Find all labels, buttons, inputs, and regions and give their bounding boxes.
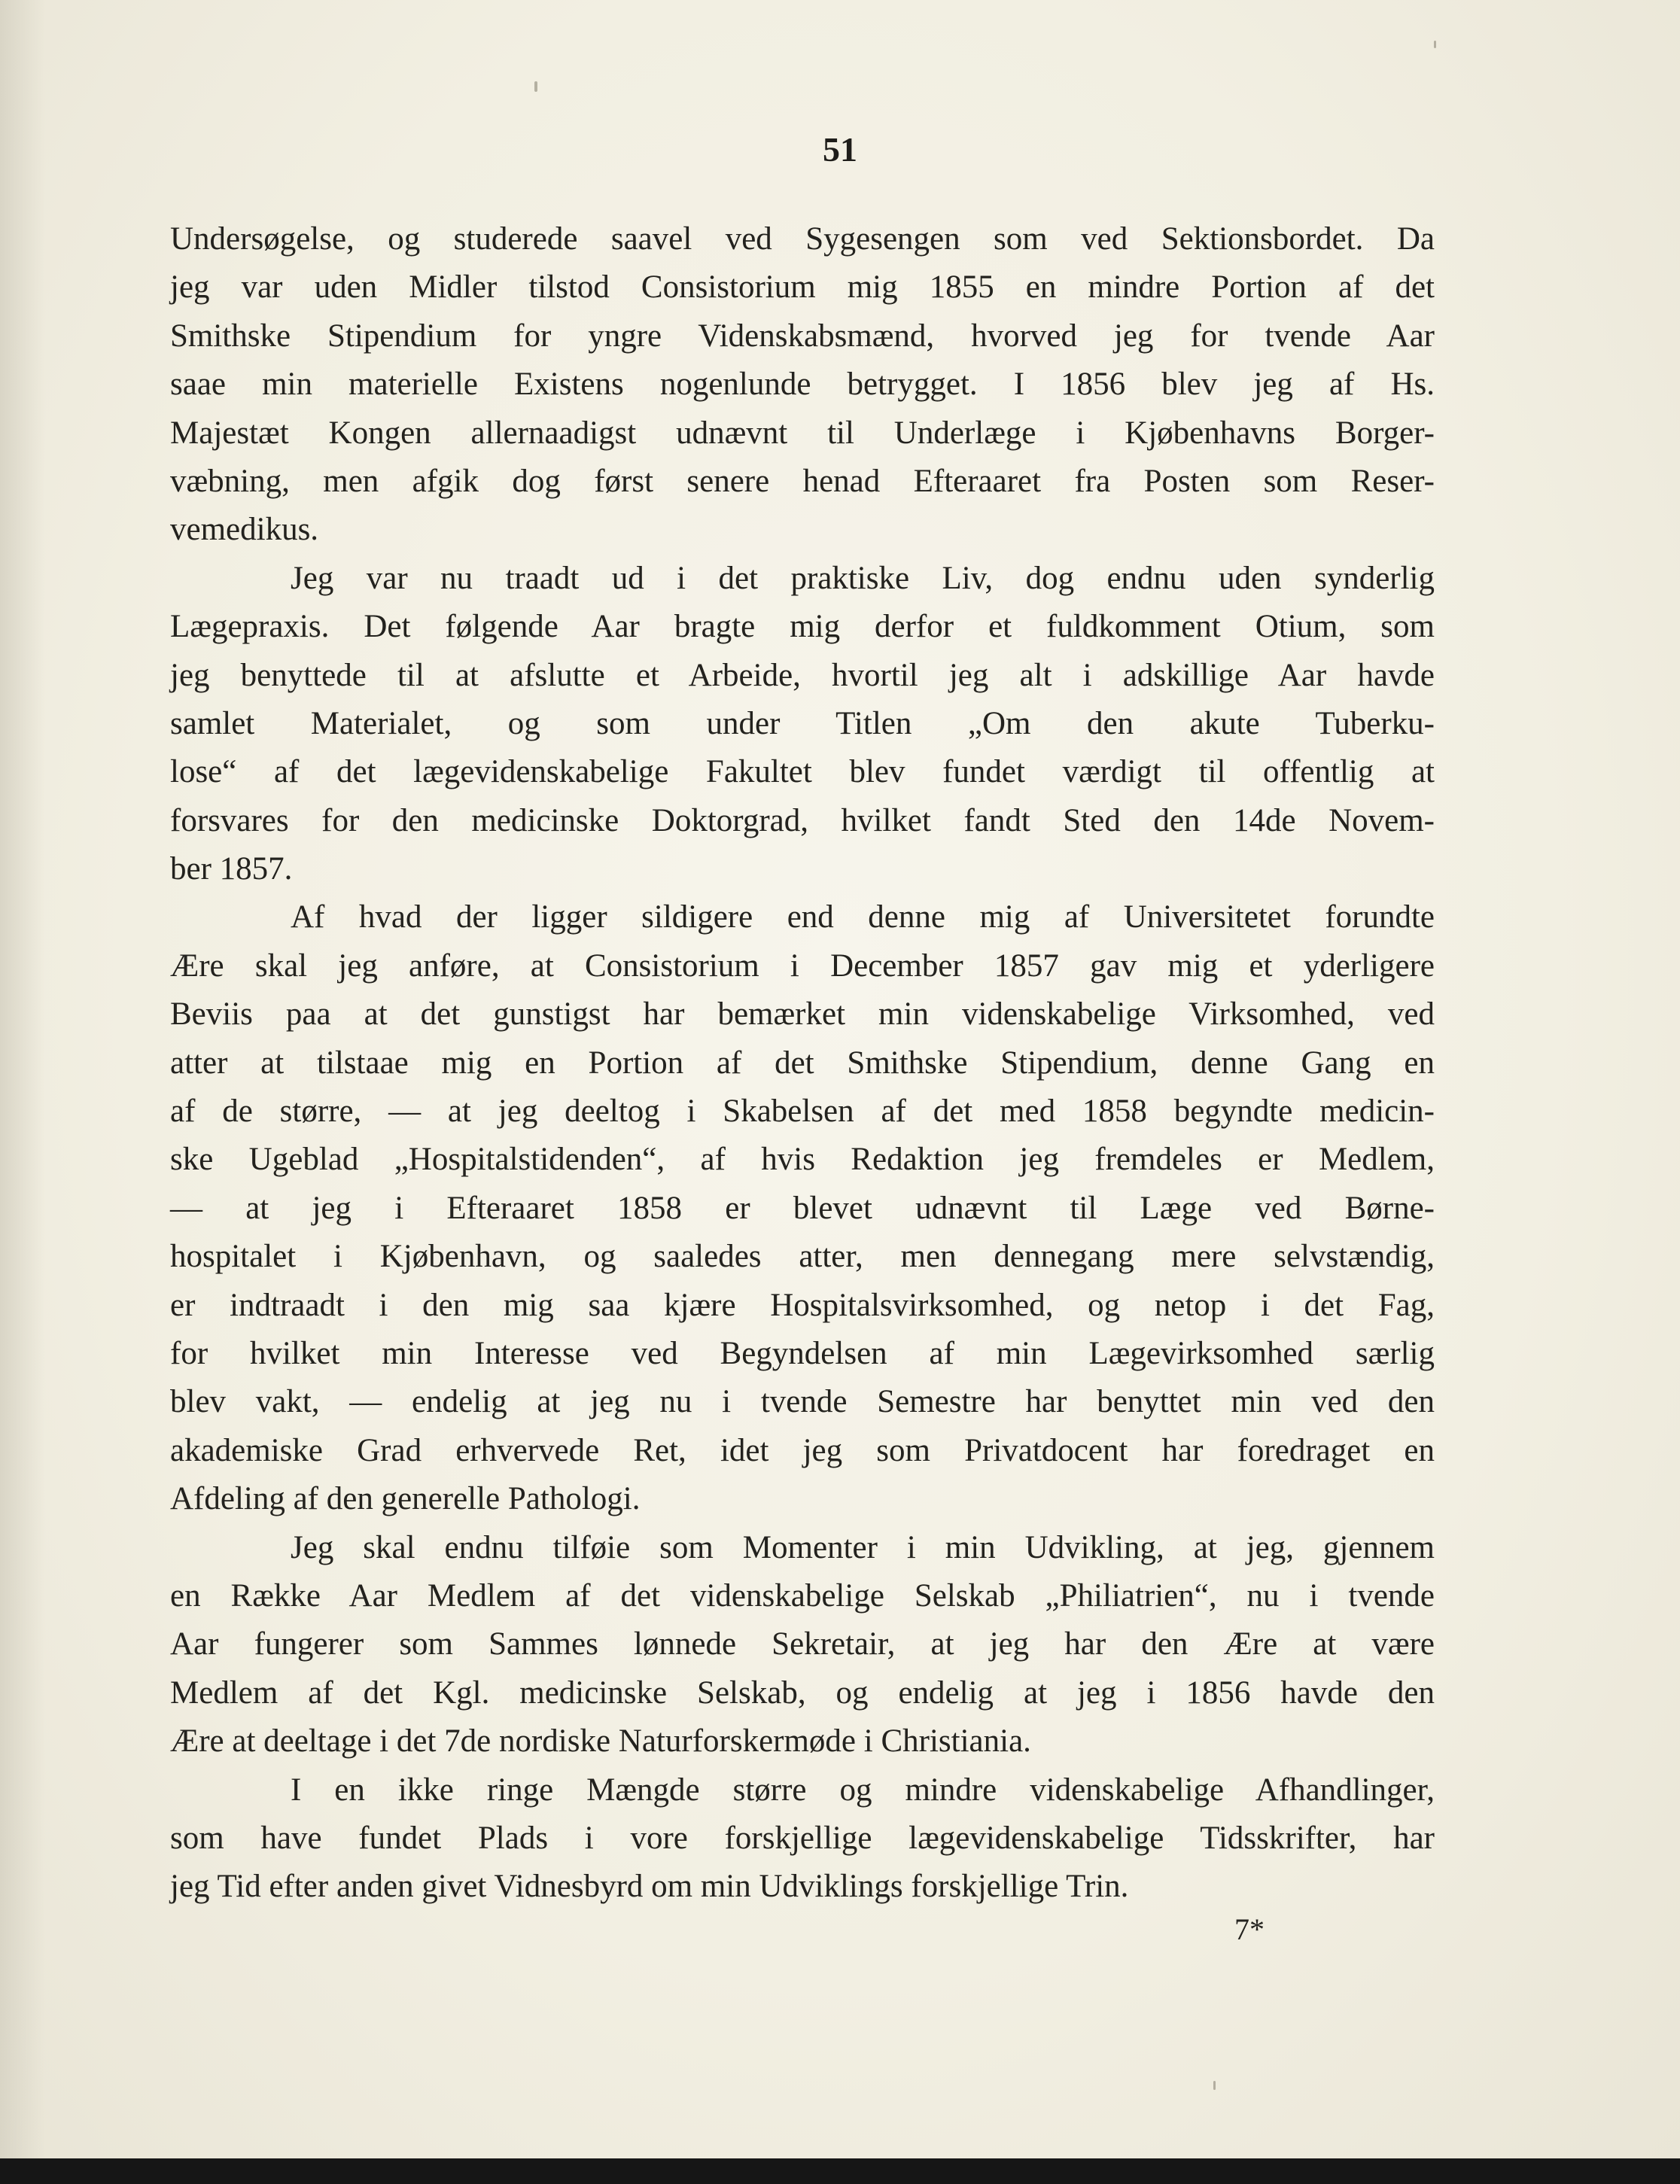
text-line: Lægepraxis. Det følgende Aar bragte mig derfor et fuldkomment Otium, som	[170, 609, 1435, 645]
text-line: jeg var uden Midler tilstod Consistorium mig 1855 en mindre Portion af det	[170, 269, 1435, 306]
text-line: Jeg var nu traadt ud i det praktiske Liv, dog endnu uden synderlig	[291, 560, 1435, 596]
text-line: atter at tilstaae mig en Portion af det Smithske Stipendium, denne Gang en	[170, 1045, 1435, 1081]
gutter-shadow	[0, 0, 45, 2158]
text-line: forsvares for den medicinske Doktorgrad, hvilket fandt Sted den 14de Novem-	[170, 802, 1435, 838]
text-line: Afdeling af den generelle Pathologi.	[170, 1481, 641, 1517]
text-line: Beviis paa at det gunstigst har bemærket min videnskabelige Virksomhed, ved	[170, 996, 1435, 1033]
text-line: en Række Aar Medlem af det videnskabelige Selskab „Philiatrien“, nu i tvende	[170, 1577, 1435, 1614]
text-line: ske Ugeblad „Hospitalstidenden“, af hvis Redaktion jeg fremdeles er Medlem,	[170, 1142, 1435, 1178]
text-line: hospitalet i Kjøbenhavn, og saaledes atter, men dennegang mere selvstændig,	[170, 1239, 1435, 1275]
text-line: Aar fungerer som Sammes lønnede Sekretair, at jeg har den Ære at være	[170, 1626, 1435, 1662]
text-line: akademiske Grad erhvervede Ret, idet jeg som Privatdocent har foredraget en	[170, 1432, 1435, 1468]
text-line: Jeg skal endnu tilføie som Momenter i min Udvikling, at jeg, gjennem	[291, 1529, 1435, 1565]
text-line: Undersøgelse, og studerede saavel ved Sygesengen som ved Sektionsbordet. Da	[170, 221, 1435, 257]
paper-speck	[1434, 41, 1436, 48]
text-line: jeg Tid efter anden givet Vidnesbyrd om min Udviklings forskjellige Trin.	[170, 1869, 1129, 1905]
paper-speck	[534, 81, 537, 92]
text-line: af de større, — at jeg deeltog i Skabelsen af det med 1858 begyndte medicin-	[170, 1094, 1435, 1130]
text-line: ber 1857.	[170, 851, 293, 887]
text-line: væbning, men afgik dog først senere henad Efteraaret fra Posten som Reser-	[170, 463, 1435, 499]
text-line: lose“ af det lægevidenskabelige Fakultet blev fundet værdigt til offentlig at	[170, 754, 1435, 790]
text-line: Ære at deeltage i det 7de nordiske Naturforskermøde i Christiania.	[170, 1723, 1031, 1760]
text-line: Ære skal jeg anføre, at Consistorium i December 1857 gav mig et yderligere	[170, 948, 1435, 984]
text-line: er indtraadt i den mig saa kjære Hospitalsvirksomhed, og netop i det Fag,	[170, 1287, 1435, 1323]
text-line: samlet Materialet, og som under Titlen „Om den akute Tuberku-	[170, 705, 1435, 741]
signature-mark: 7*	[1234, 1912, 1265, 1946]
text-line: — at jeg i Efteraaret 1858 er blevet udnævnt til Læge ved Børne-	[170, 1190, 1435, 1226]
text-line: Af hvad der ligger sildigere end denne mig af Universitetet forundte	[291, 899, 1435, 935]
body-text	[170, 215, 1435, 1912]
paper-speck	[1213, 2081, 1216, 2090]
text-line: Smithske Stipendium for yngre Videnskabsmænd, hvorved jeg for tvende Aar	[170, 318, 1435, 354]
text-line: Majestæt Kongen allernaadigst udnævnt til Underlæge i Kjøbenhavns Borger-	[170, 415, 1435, 451]
text-line: vemedikus.	[170, 512, 319, 548]
scan-border	[0, 2158, 1680, 2184]
text-line: som have fundet Plads i vore forskjellige lægevidenskabelige Tidsskrifter, har	[170, 1820, 1435, 1856]
text-line: jeg benyttede til at afslutte et Arbeide, hvortil jeg alt i adskillige Aar havde	[170, 657, 1435, 693]
text-line: I en ikke ringe Mængde større og mindre videnskabelige Afhandlinger,	[291, 1772, 1435, 1808]
text-line: saae min materielle Existens nogenlunde betrygget. I 1856 blev jeg af Hs.	[170, 367, 1435, 403]
text-line: Medlem af det Kgl. medicinske Selskab, og endelig at jeg i 1856 havde den	[170, 1675, 1435, 1711]
text-line: blev vakt, — endelig at jeg nu i tvende Semestre har benyttet min ved den	[170, 1384, 1435, 1420]
text-line: for hvilket min Interesse ved Begyndelsen af min Lægevirksomhed særlig	[170, 1335, 1435, 1371]
page-number: 51	[823, 130, 857, 169]
